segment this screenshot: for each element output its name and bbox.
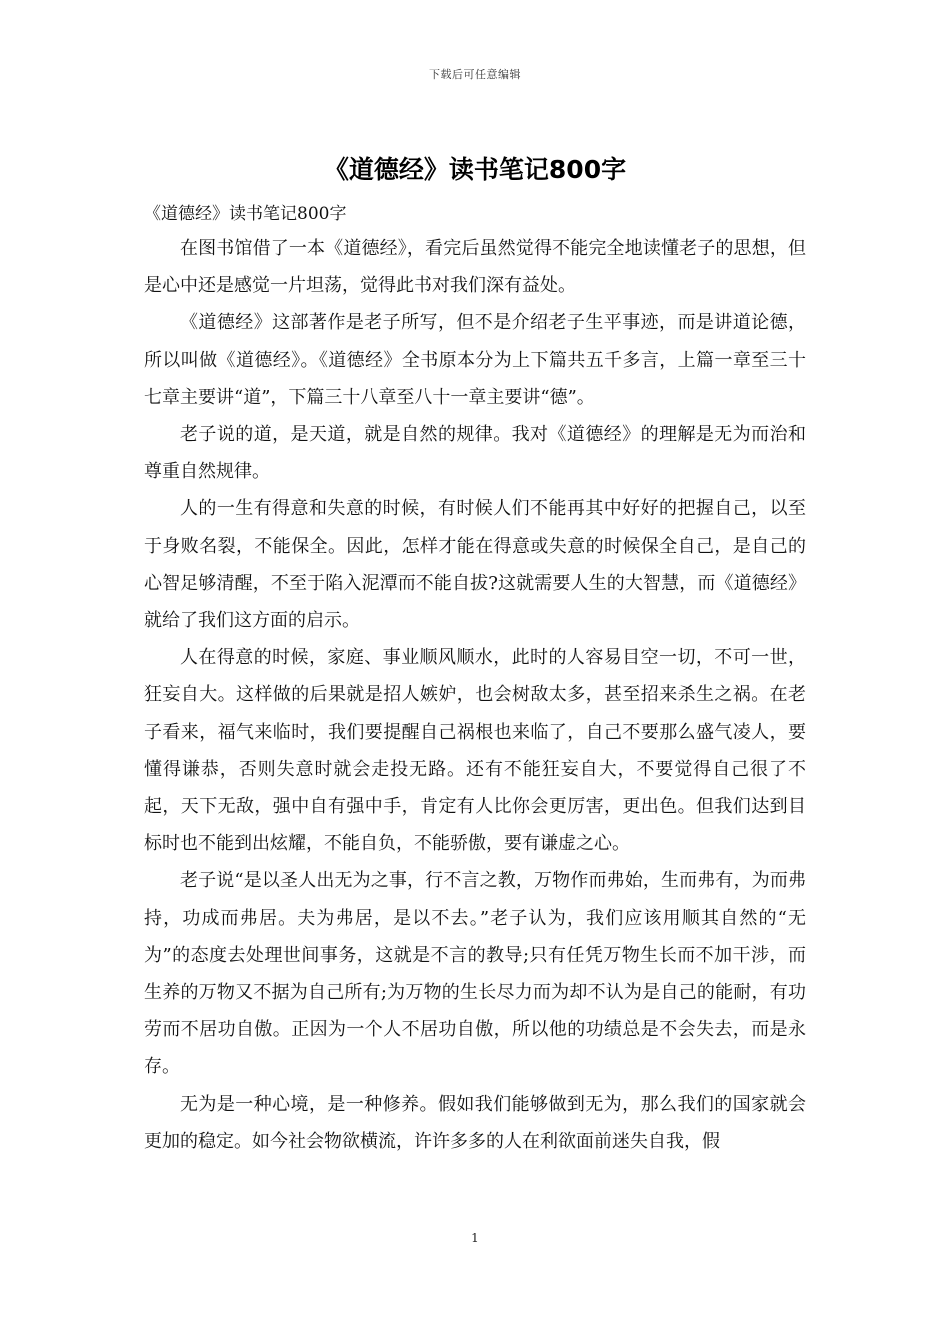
document-subtitle: 《道德经》读书笔记800字	[144, 204, 347, 224]
paragraph-7: 无为是一种心境，是一种修养。假如我们能够做到无为，那么我们的国家就会更加的稳定。如今社会物欲横流，许许多多的人在利欲面前迷失自我，假	[144, 1093, 806, 1152]
page-header-note: 下载后可任意编辑	[429, 68, 521, 81]
page-number: 1	[471, 1231, 479, 1245]
document-title: 《道德经》读书笔记800字	[323, 155, 627, 184]
paragraph-6: 老子说“是以圣人出无为之事，行不言之教，万物作而弗始，生而弗有，为而弗持，功成而弗居。夫为弗居，是以不去。”老子认为，我们应该用顺其自然的“无为”的态度去处理世间事务，这就是不言的教导;只有任凭万物生长而不加干涉，而生养的万物又不据为自己所有;为万物的生长尽力而为却不认为是自己的能耐，有功劳而不居功自傲。正因为一个人不居功自傲，所以他的功绩总是不会失去，而是永存。	[144, 870, 806, 1078]
paragraph-3: 老子说的道，是天道，就是自然的规律。我对《道德经》的理解是无为而治和尊重自然规律。	[144, 424, 806, 483]
paragraph-2: 《道德经》这部著作是老子所写，但不是介绍老子生平事迹，而是讲道论德，所以叫做《道德经》。《道德经》全书原本分为上下篇共五千多言，上篇一章至三十七章主要讲“道”，下篇三十八章至八十一章主要讲“德”。	[144, 312, 806, 408]
paragraph-1: 在图书馆借了一本《道德经》，看完后虽然觉得不能完全地读懂老子的思想，但是心中还是感觉一片坦荡，觉得此书对我们深有益处。	[144, 238, 806, 297]
paragraph-5: 人在得意的时候，家庭、事业顺风顺水，此时的人容易目空一切，不可一世，狂妄自大。这样做的后果就是招人嫉妒，也会树敌太多，甚至招来杀生之祸。在老子看来，福气来临时，我们要提醒自己祸根也来临了，自己不要那么盛气凌人，要懂得谦恭，否则失意时就会走投无路。还有不能狂妄自大，不要觉得自己很了不起，天下无敌，强中自有强中手，肯定有人比你会更厉害，更出色。但我们达到目标时也不能到出炫耀，不能自负，不能骄傲，要有谦虚之心。	[144, 647, 806, 855]
document-body	[144, 198, 806, 1160]
paragraph-4: 人的一生有得意和失意的时候，有时候人们不能再其中好好的把握自己，以至于身败名裂，不能保全。因此，怎样才能在得意或失意的时候保全自己，是自己的心智足够清醒，不至于陷入泥潭而不能自拔?这就需要人生的大智慧，而《道德经》就给了我们这方面的启示。	[144, 498, 806, 632]
